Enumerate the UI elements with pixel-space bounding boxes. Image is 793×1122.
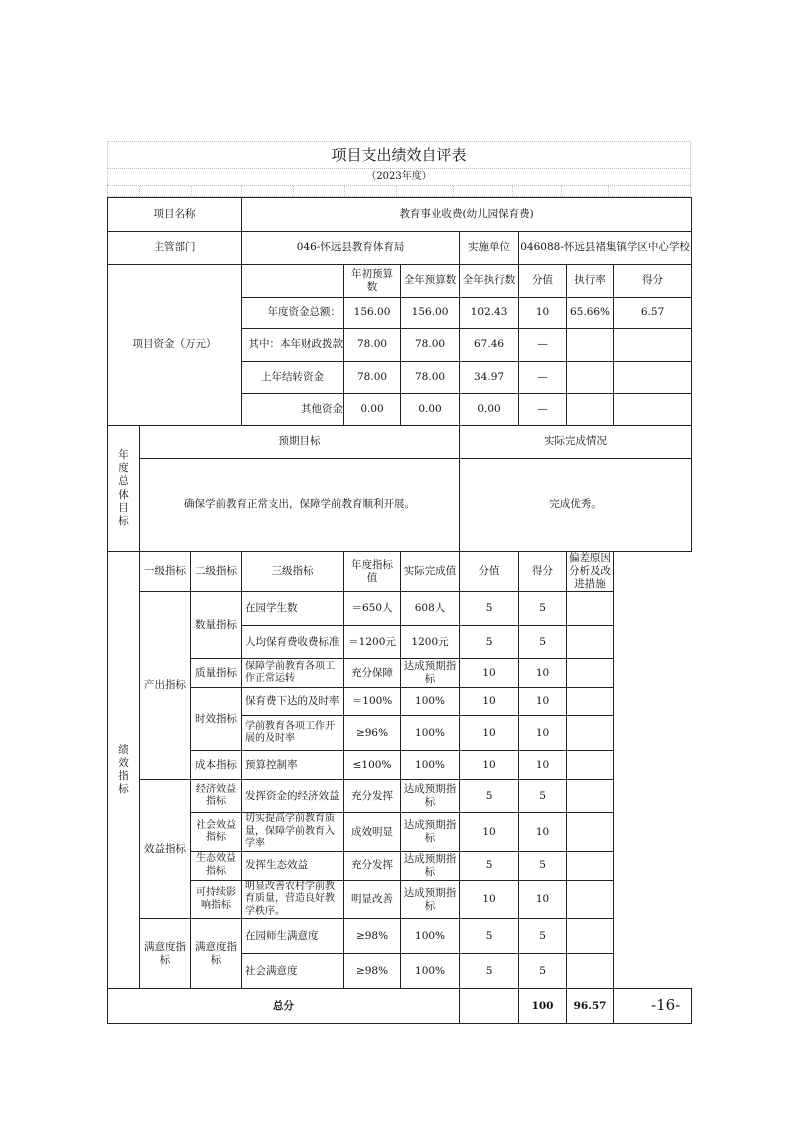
- indicators-header: 年度指标值: [344, 552, 401, 592]
- l3-indicator: 在园学生数: [242, 592, 344, 626]
- l3-indicator: 明显改善农村学前教育质量，营造良好教学秩序。: [242, 880, 344, 919]
- indicator-actual: 达成预期指标: [401, 880, 460, 919]
- l3-indicator: 预算控制率: [242, 751, 344, 780]
- goals-header-row: [108, 426, 692, 459]
- total-row: [108, 989, 692, 1024]
- indicator-note: [567, 716, 614, 751]
- funds-cell: [614, 329, 692, 362]
- indicator-got: 10: [519, 880, 567, 919]
- l2-indicator: 社会效益指标: [191, 813, 242, 852]
- funds-cell: 156.00: [401, 298, 460, 329]
- indicator-note: [567, 880, 614, 919]
- indicator-row: [108, 880, 692, 919]
- indicators-header: 偏差原因分析及改进措施: [567, 552, 614, 592]
- l3-indicator: 在园师生满意度: [242, 919, 344, 954]
- indicator-target: ≥98%: [344, 919, 401, 954]
- l2-indicator: 成本指标: [191, 751, 242, 780]
- l3-indicator: 保障学前教育各项工作正常运转: [242, 659, 344, 688]
- document-title: 项目支出绩效自评表: [107, 141, 691, 168]
- funds-cell: 67.46: [460, 329, 519, 362]
- funds-cell: —: [519, 329, 567, 362]
- total-score: 100: [519, 989, 567, 1024]
- indicator-target: ＝100%: [344, 688, 401, 716]
- funds-cell: 10: [519, 298, 567, 329]
- indicator-row: [108, 851, 692, 880]
- goals-label: 年度总体目标: [108, 426, 140, 552]
- indicators-header: 二级指标: [191, 552, 242, 592]
- indicator-target: ≥96%: [344, 716, 401, 751]
- indicator-score: 5: [460, 626, 519, 659]
- indicator-actual: 1200元: [401, 626, 460, 659]
- goals-expected: 确保学前教育正常支出，保障学前教育顺利开展。: [140, 459, 460, 552]
- funds-header: 得分: [614, 265, 692, 298]
- funds-cell: [567, 329, 614, 362]
- indicator-row: [108, 751, 692, 780]
- indicator-target: 充分发挥: [344, 851, 401, 880]
- indicator-row: [108, 659, 692, 688]
- indicator-actual: 达成预期指标: [401, 851, 460, 880]
- goals-content-row: [108, 459, 692, 552]
- indicator-actual: 100%: [401, 954, 460, 989]
- l3-indicator: 学前教育各项工作开展的及时率: [242, 716, 344, 751]
- indicator-score: 10: [460, 688, 519, 716]
- indicator-score: 5: [460, 954, 519, 989]
- goals-actual: 完成优秀。: [460, 459, 692, 552]
- indicator-score: 10: [460, 659, 519, 688]
- total-label: 总分: [108, 989, 460, 1024]
- l3-indicator: 切实提高学前教育质量，保障学前教育入学率: [242, 813, 344, 852]
- funds-cell: 78.00: [344, 362, 401, 394]
- l1-indicator: 满意度指标: [140, 919, 191, 989]
- l2-indicator: 时效指标: [191, 688, 242, 751]
- indicator-score: 10: [460, 716, 519, 751]
- indicator-got: 10: [519, 659, 567, 688]
- document-year: （2023年度）: [107, 168, 691, 185]
- l2-indicator: 质量指标: [191, 659, 242, 688]
- indicator-got: 5: [519, 626, 567, 659]
- indicator-row: [108, 813, 692, 852]
- dept-label: 主管部门: [108, 232, 242, 265]
- indicator-got: 5: [519, 780, 567, 813]
- indicator-score: 10: [460, 880, 519, 919]
- indicators-header: 分值: [460, 552, 519, 592]
- indicator-got: 5: [519, 592, 567, 626]
- funds-cell: [614, 362, 692, 394]
- goals-actual-header: 实际完成情况: [460, 426, 692, 459]
- funds-corner: [242, 265, 344, 298]
- indicator-note: [567, 813, 614, 852]
- l2-indicator: 满意度指标: [191, 919, 242, 989]
- indicator-note: [567, 954, 614, 989]
- evaluation-sheet: [107, 141, 691, 1024]
- indicator-target: ≥98%: [344, 954, 401, 989]
- indicators-header: 三级指标: [242, 552, 344, 592]
- funds-cell: [614, 394, 692, 426]
- funds-row-label: 上年结转资金: [242, 362, 344, 394]
- l2-indicator: 经济效益指标: [191, 780, 242, 813]
- total-blank: [460, 989, 519, 1024]
- indicator-actual: 100%: [401, 716, 460, 751]
- funds-row-label: 年度资金总额：: [242, 298, 344, 329]
- funds-label: 项目资金（万元）: [108, 265, 242, 426]
- evaluation-table: [107, 197, 692, 1024]
- indicator-target: 成效明显: [344, 813, 401, 852]
- indicator-got: 10: [519, 688, 567, 716]
- indicator-actual: 100%: [401, 751, 460, 780]
- indicator-note: [567, 626, 614, 659]
- funds-cell: —: [519, 362, 567, 394]
- unit-value: 046088-怀远县褚集镇学区中心学校: [519, 232, 692, 265]
- indicators-header: 实际完成值: [401, 552, 460, 592]
- project-name-row: [108, 198, 692, 232]
- funds-cell: 156.00: [344, 298, 401, 329]
- funds-header: 分值: [519, 265, 567, 298]
- funds-cell: 0.00: [460, 394, 519, 426]
- indicator-actual: 100%: [401, 919, 460, 954]
- indicator-note: [567, 659, 614, 688]
- page-number: -16-: [651, 996, 681, 1014]
- l2-indicator: 生态效益指标: [191, 851, 242, 880]
- indicators-header: 得分: [519, 552, 567, 592]
- unit-label: 实施单位: [460, 232, 519, 265]
- funds-cell: 102.43: [460, 298, 519, 329]
- l3-indicator: 人均保育费收费标准: [242, 626, 344, 659]
- l1-indicator: 效益指标: [140, 780, 191, 919]
- funds-row-label: 其他资金: [242, 394, 344, 426]
- indicator-target: 充分发挥: [344, 780, 401, 813]
- indicator-score: 5: [460, 780, 519, 813]
- indicator-row: [108, 688, 692, 716]
- l3-indicator: 发挥资金的经济效益: [242, 780, 344, 813]
- funds-row-label: 其中：本年财政拨款: [242, 329, 344, 362]
- dept-value: 046-怀远县教育体育局: [242, 232, 460, 265]
- l2-indicator: 数量指标: [191, 592, 242, 659]
- indicator-note: [567, 780, 614, 813]
- goals-expected-header: 预期目标: [140, 426, 460, 459]
- l3-indicator: 社会满意度: [242, 954, 344, 989]
- indicator-note: [567, 688, 614, 716]
- funds-cell: [567, 362, 614, 394]
- indicator-score: 5: [460, 919, 519, 954]
- indicator-got: 10: [519, 751, 567, 780]
- indicator-score: 10: [460, 813, 519, 852]
- indicator-target: 明显改善: [344, 880, 401, 919]
- indicator-note: [567, 592, 614, 626]
- project-name-value: 教育事业收费(幼儿园保育费): [242, 198, 692, 232]
- total-got: 96.57: [567, 989, 614, 1024]
- funds-cell: [567, 394, 614, 426]
- indicator-note: [567, 919, 614, 954]
- indicator-got: 5: [519, 954, 567, 989]
- indicators-label: 绩效指标: [108, 552, 140, 989]
- indicator-score: 10: [460, 751, 519, 780]
- funds-cell: 78.00: [344, 329, 401, 362]
- indicator-actual: 达成预期指标: [401, 813, 460, 852]
- funds-cell: 78.00: [401, 329, 460, 362]
- indicator-row: [108, 780, 692, 813]
- spacer-row: [107, 185, 691, 197]
- indicator-target: 充分保障: [344, 659, 401, 688]
- funds-cell: 0.00: [344, 394, 401, 426]
- indicator-actual: 达成预期指标: [401, 780, 460, 813]
- funds-header: 年初预算数: [344, 265, 401, 298]
- indicator-target: ≤100%: [344, 751, 401, 780]
- indicator-got: 10: [519, 813, 567, 852]
- indicator-got: 5: [519, 919, 567, 954]
- funds-header-row: [108, 265, 692, 298]
- funds-cell: 0.00: [401, 394, 460, 426]
- funds-cell: 34.97: [460, 362, 519, 394]
- indicator-note: [567, 751, 614, 780]
- l3-indicator: 发挥生态效益: [242, 851, 344, 880]
- indicator-score: 5: [460, 592, 519, 626]
- funds-header: 全年预算数: [401, 265, 460, 298]
- indicators-header: 一级指标: [140, 552, 191, 592]
- indicator-actual: 100%: [401, 688, 460, 716]
- indicator-score: 5: [460, 851, 519, 880]
- indicator-row: [108, 919, 692, 954]
- l1-indicator: 产出指标: [140, 592, 191, 780]
- indicator-actual: 达成预期指标: [401, 659, 460, 688]
- l3-indicator: 保育费下达的及时率: [242, 688, 344, 716]
- indicator-got: 5: [519, 851, 567, 880]
- funds-cell: 78.00: [401, 362, 460, 394]
- indicator-got: 10: [519, 716, 567, 751]
- l2-indicator: 可持续影响指标: [191, 880, 242, 919]
- indicator-note: [567, 851, 614, 880]
- indicator-actual: 608人: [401, 592, 460, 626]
- funds-cell: 6.57: [614, 298, 692, 329]
- project-name-label: 项目名称: [108, 198, 242, 232]
- indicator-row: [108, 592, 692, 626]
- indicators-header-row: [108, 552, 692, 592]
- funds-cell: —: [519, 394, 567, 426]
- indicator-target: ＝650人: [344, 592, 401, 626]
- indicator-target: ＝1200元: [344, 626, 401, 659]
- funds-header: 全年执行数: [460, 265, 519, 298]
- funds-header: 执行率: [567, 265, 614, 298]
- dept-row: [108, 232, 692, 265]
- funds-cell: 65.66%: [567, 298, 614, 329]
